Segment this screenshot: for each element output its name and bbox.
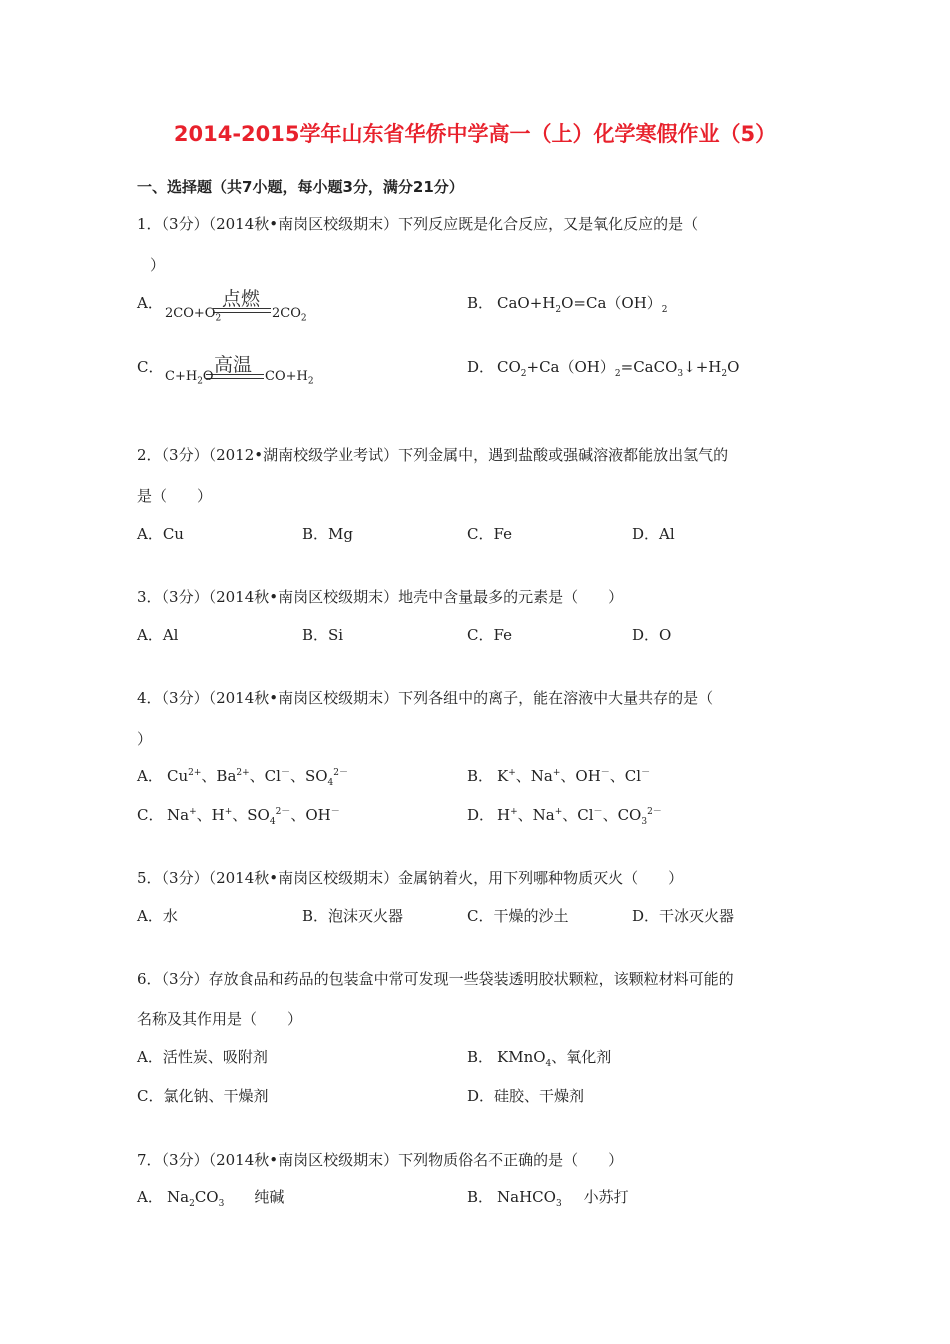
q5-stem: 5．（3分）（2014秋•南岗区校级期末）金属钠着火，用下列哪种物质灭火（ ） [137,869,684,887]
q1-a-left: $2CO+O_2$ [165,306,222,324]
q2-option-c: C．Fe [467,525,512,543]
q6-option-c: C．氯化钠、干燥剂 [137,1087,269,1105]
q5-option-c: C．干燥的沙土 [467,907,569,925]
page-title: 2014-2015学年山东省华侨中学高一（上）化学寒假作业（5） [173,122,777,146]
q1-option-d: D． $CO_2+Ca(OH)_2=CaCO_3↓+H_2O$ [467,358,740,379]
q3-option-b: B．Si [302,626,344,644]
q6-stem-cont: 名称及其作用是（ ） [137,1010,303,1028]
q1-a-condition: 点燃 [222,288,261,310]
q1-option-c-label: C． [137,358,164,376]
q6-option-d: D．硅胶、干燥剂 [467,1087,585,1105]
q3-option-c: C．Fe [467,626,512,644]
q2-option-a: A．Cu [137,525,184,543]
q4-stem: 4．（3分）（2014秋•南岗区校级期末）下列各组中的离子，能在溶液中大量共存的是（ [137,689,714,707]
q2-option-b: B．Mg [302,525,353,543]
q5-option-a: A．水 [137,907,178,925]
q6-option-b: B． KMnO$_4$、氧化剂 [467,1048,612,1069]
q3-stem: 3．（3分）（2014秋•南岗区校级期末）地壳中含量最多的元素是（ ） [137,588,624,606]
q1-c-equals [206,374,264,379]
q5-option-d: D．干冰灭火器 [632,907,735,925]
q1-a-equals [213,308,271,313]
q1-option-b: B． $CaO+H_2O=Ca(OH)_2$ [467,294,668,315]
q1-c-condition: 高温 [214,354,253,376]
q1-stem: 1．（3分）（2014秋•南岗区校级期末）下列反应既是化合反应，又是氧化反应的是（ [137,215,699,233]
q4-option-a: A． $Cu^{2+}$、$Ba^{2+}$、Cl－、$SO_4^{2-}$ [137,767,349,788]
q3-option-a: A．Al [137,626,179,644]
q7-option-b: B． NaHCO$_3$ 小苏打 [467,1188,629,1209]
q1-a-right: $2CO_2$ [272,306,307,324]
section-heading: 一、选择题（共7小题，每小题3分，满分21分） [137,178,464,196]
q6-option-a: A．活性炭、吸附剂 [137,1048,268,1066]
q1-c-left: $C+H_2O$ [165,369,214,387]
q2-option-d: D．Al [632,525,675,543]
q3-option-d: D．O [632,626,672,644]
q1-option-a-label: A． [137,294,163,312]
q6-stem: 6．（3分）存放食品和药品的包装盒中常可发现一些袋装透明胶状颗粒，该颗粒材料可能的 [137,970,734,988]
q1-c-right: $CO+H_2$ [265,369,314,387]
q5-option-b: B．泡沫灭火器 [302,907,404,925]
q4-stem-cont: ） [137,730,153,748]
q4-option-d: D． H+、Na+、Cl－、$CO_3^{2-}$ [467,806,662,827]
q7-option-a: A． $Na_2CO_3$ 纯碱 [137,1188,285,1209]
q2-stem-cont: 是（ ） [137,487,213,505]
q1-stem-cont: ） [150,256,166,274]
q7-stem: 7．（3分）（2014秋•南岗区校级期末）下列物质俗名不正确的是（ ） [137,1151,624,1169]
q2-stem: 2．（3分）（2012•湖南校级学业考试）下列金属中，遇到盐酸或强碱溶液都能放出氢气的 [137,446,729,464]
q4-option-c: C． Na+、H+、$SO_4^{2-}$、OH－ [137,806,340,827]
q4-option-b: B． K+、Na+、OH－、Cl－ [467,767,651,785]
